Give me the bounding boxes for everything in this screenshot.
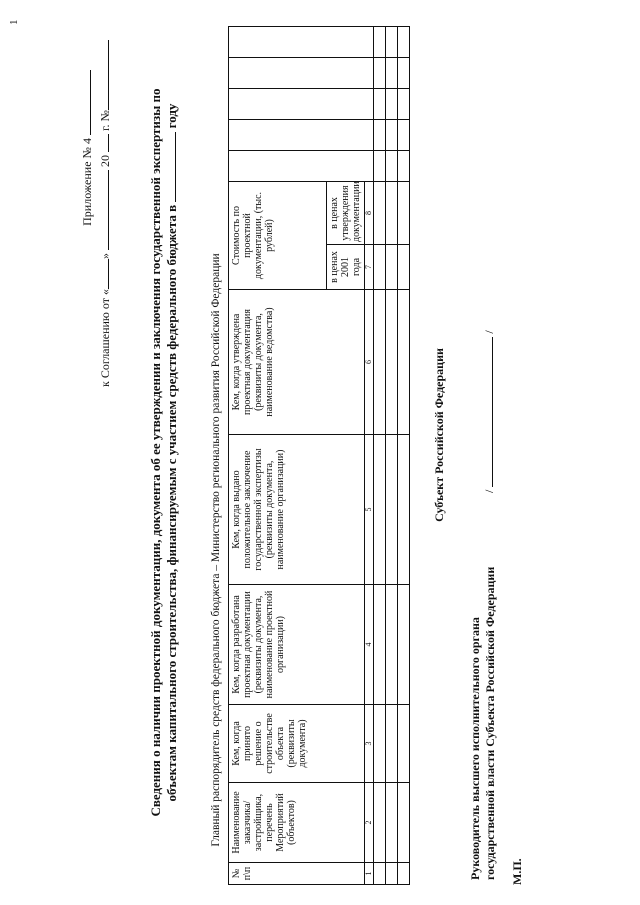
extra-header-cell	[229, 151, 374, 182]
agreement-day-blank	[108, 259, 109, 289]
header-name: Наименование заказчика/застройщика, перечень Мероприятий (объектов)	[229, 783, 365, 863]
extra-header-cell	[229, 58, 374, 89]
extra-header-cell	[229, 89, 374, 120]
title-line-2-prefix: объектам капитального строительства, финансируемым с участием средств федерального бюджета в	[164, 204, 179, 802]
table-row	[386, 27, 398, 885]
agreement-number-blank	[108, 40, 109, 110]
subject-label: Субъект Российской Федерации	[432, 348, 446, 522]
appendix-text: Приложение № 4	[80, 138, 94, 226]
extra-header-cell	[229, 27, 374, 58]
table-row	[374, 27, 386, 885]
header-row	[229, 27, 327, 885]
extra-header-cell	[229, 120, 374, 151]
title-year-blank	[175, 132, 176, 202]
budget-manager-line: Главный распорядитель средств федерального бюджета – Министерство регионального развития Российской Федерации	[210, 253, 222, 847]
header-developed: Кем, когда разработана проектная документации (реквизиты документа, наименование проектной организации)	[229, 585, 365, 705]
appendix-label	[80, 70, 95, 226]
stamp-label: М.П.	[510, 858, 524, 885]
signature-line-2: государственной власти Субъекта Российской Федерации	[483, 566, 497, 880]
agreement-number-label: г. №	[98, 110, 112, 132]
document-title	[148, 35, 180, 870]
header-cost-approval: в ценах утверждения документации	[327, 182, 365, 245]
column-number: 4	[365, 585, 374, 705]
column-number: 1	[365, 863, 374, 885]
data-table	[228, 26, 410, 885]
header-approved: Кем, когда утверждена проектная документация (реквизиты документа, наименование ведомства)	[229, 290, 365, 435]
column-number: 7	[365, 245, 374, 290]
header-num: № п\п	[229, 863, 365, 885]
column-number: 5	[365, 435, 374, 585]
agreement-mid: »	[98, 253, 112, 260]
header-cost: Стоимость по проектной документации, (тыс. рублей)	[229, 182, 327, 290]
signature-slash-left: /	[482, 489, 496, 493]
signature-block	[468, 567, 498, 880]
title-line-2	[164, 35, 180, 870]
column-number: 8	[365, 182, 374, 245]
header-expertise: Кем, когда выдано положительное заключение государственной экспертизы (реквизиты документа, наименование организации)	[229, 435, 365, 585]
header-decision: Кем, когда принято решение о строительстве объекта (реквизиты документа)	[229, 705, 365, 783]
signature-line-1: Руководитель высшего исполнительного органа	[468, 617, 482, 880]
agreement-month-blank	[108, 170, 109, 250]
agreement-line	[98, 40, 113, 387]
agreement-year: 20	[98, 155, 112, 168]
column-number: 6	[365, 290, 374, 435]
agreement-year-blank	[108, 134, 109, 152]
page-number: 1	[8, 19, 20, 25]
column-number: 3	[365, 705, 374, 783]
signature-blank	[492, 337, 493, 487]
signature-slash-right: /	[482, 330, 496, 334]
signature-field	[482, 330, 497, 493]
table-row	[398, 27, 410, 885]
title-line-2-suffix: году	[164, 103, 179, 129]
header-cost-2001: в ценах 2001 года	[327, 245, 365, 290]
appendix-blank	[90, 70, 91, 135]
agreement-prefix: к Соглашению от «	[98, 289, 112, 387]
title-line-1: Сведения о наличии проектной документации, документа об ее утверждении и заключения государственной экспертизы по	[148, 88, 163, 817]
column-number: 2	[365, 783, 374, 863]
